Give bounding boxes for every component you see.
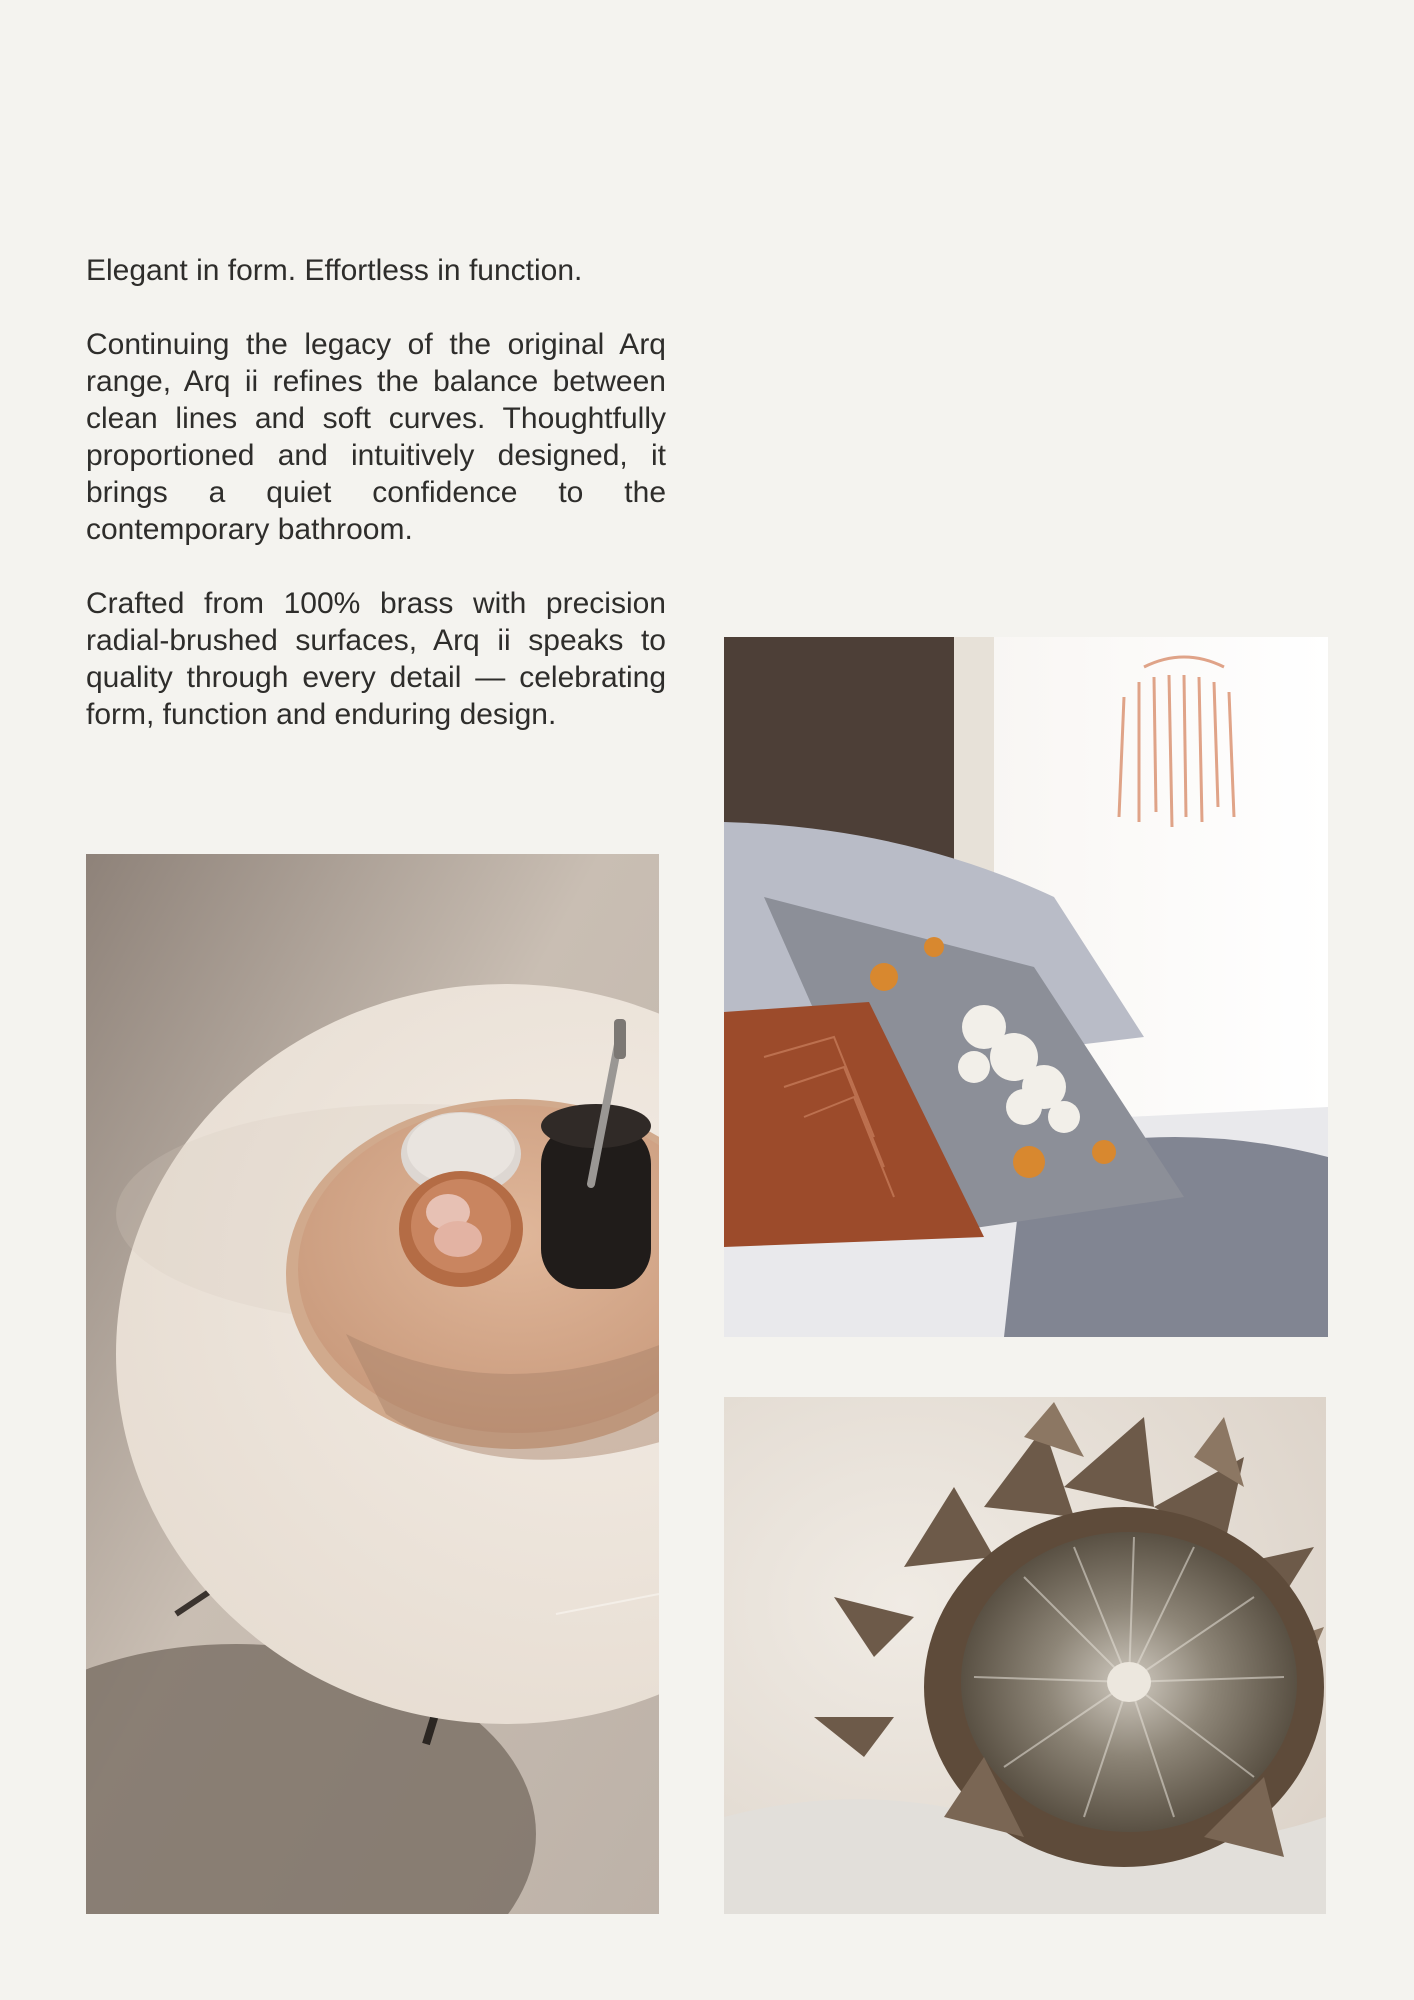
side-table-photo [86, 854, 659, 1914]
tagline: Elegant in form. Effortless in function. [86, 254, 583, 287]
protea-flower-photo [724, 1397, 1326, 1914]
paragraph-materials: Crafted from 100% brass with precision radial-brushed surfaces, Arq ii speaks to quality through every detail — celebrating form, function and enduring design. [86, 587, 666, 731]
paragraph-legacy: Continuing the legacy of the original Arq range, Arq ii refines the balance between clean lines and soft curves. Thoughtfully proportioned and intuitively designed, it brings a quiet confidence to the contemporary bathroom. [86, 328, 666, 546]
bedroom-cushions-photo [724, 637, 1328, 1337]
intro-copy [86, 252, 666, 770]
